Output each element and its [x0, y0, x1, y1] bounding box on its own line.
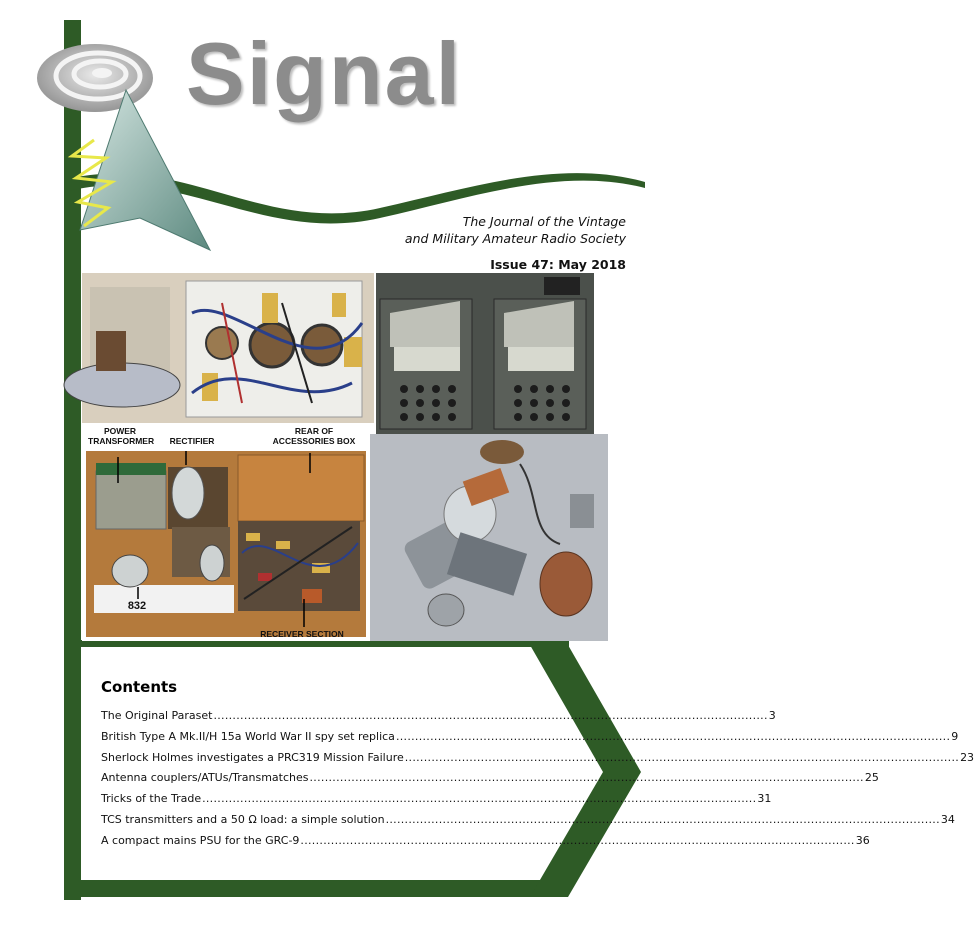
label-receiver-section: RECEIVER SECTION — [260, 629, 344, 639]
toc-item[interactable] — [101, 730, 959, 746]
toc-item-title: A compact mains PSU for the GRC-9 — [101, 834, 300, 847]
toc-item[interactable] — [101, 751, 974, 767]
toc-leader-dots: .................................................................................................................................................. — [309, 771, 864, 784]
toc-item-title: Sherlock Holmes investigates a PRC319 Mission Failure — [101, 751, 404, 764]
photo-accessories-box-interior — [82, 423, 370, 641]
photo-radio-display-panel — [376, 273, 594, 434]
toc-leader-dots: .................................................................................................................................................. — [213, 709, 768, 722]
toc-item-page: 25 — [864, 771, 879, 784]
toc-item-page: 9 — [951, 730, 959, 743]
toc-item-page: 23 — [960, 751, 974, 764]
issue-number: Issue 47: May 2018 — [490, 257, 626, 272]
label-rectifier: RECTIFIER — [169, 436, 215, 446]
toc-item[interactable] — [101, 834, 870, 850]
toc-item[interactable] — [101, 792, 772, 808]
toc-item[interactable] — [101, 709, 776, 725]
toc-item-page: 36 — [855, 834, 870, 847]
contents-heading: Contents — [101, 678, 178, 696]
toc-item-title: TCS transmitters and a 50 Ω load: a simple solution — [101, 813, 385, 826]
toc-item-page: 31 — [757, 792, 772, 805]
toc-item-title: Tricks of the Trade — [101, 792, 202, 805]
toc-item-page: 34 — [940, 813, 955, 826]
toc-item-title: British Type A Mk.II/H 15a World War II spy set replica — [101, 730, 395, 743]
toc-item-title: The Original Paraset — [101, 709, 213, 722]
toc-item[interactable] — [101, 771, 879, 787]
photo-chassis-underside — [82, 273, 374, 423]
label-832: 832 — [127, 600, 147, 612]
toc-item-page: 3 — [768, 709, 776, 722]
journal-subtitle-line-2: and Military Amateur Radio Society — [404, 231, 626, 246]
toc-leader-dots: .................................................................................................................................................. — [404, 751, 960, 764]
masthead-title: Signal — [186, 24, 463, 123]
photo-valves-and-components — [370, 434, 608, 641]
journal-subtitle-line-1: The Journal of the Vintage — [462, 214, 626, 229]
label-power-transformer: POWER TRANSFORMER — [88, 426, 155, 446]
toc-leader-dots: .................................................................................................................................................. — [202, 792, 757, 805]
toc-item-title: Antenna couplers/ATUs/Transmatches — [101, 771, 309, 784]
toc-leader-dots: .................................................................................................................................................. — [385, 813, 940, 826]
label-rear-of-accessories-box: REAR OF ACCESSORIES BOX — [272, 426, 356, 446]
toc-item[interactable] — [101, 813, 955, 829]
toc-leader-dots: .................................................................................................................................................. — [395, 730, 951, 743]
toc-leader-dots: .................................................................................................................................................. — [300, 834, 855, 847]
